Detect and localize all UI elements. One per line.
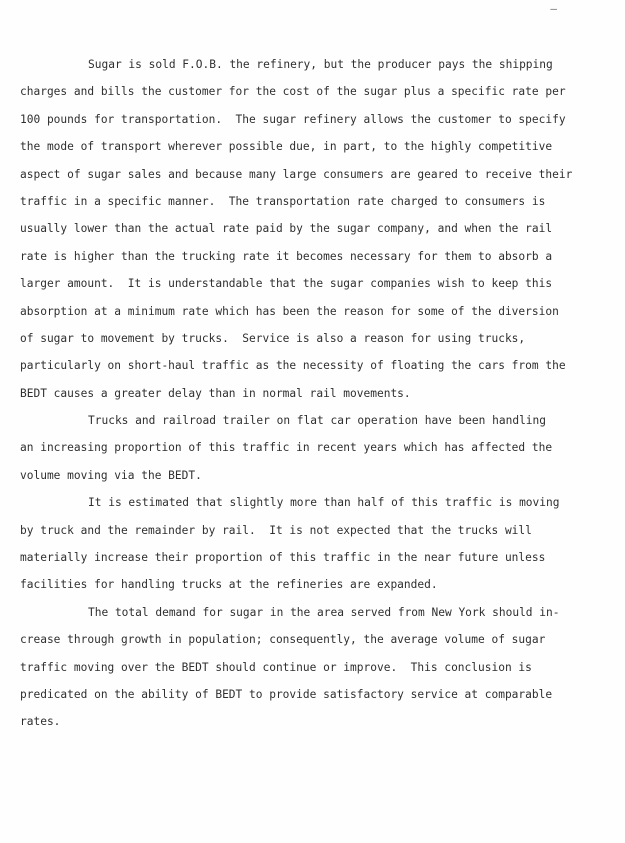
text-line: charges and bills the customer for the cost of the sugar plus a specific rate per: [20, 85, 566, 99]
text-line: The total demand for sugar in the area served from New York should in-: [88, 605, 560, 619]
text-line: Sugar is sold F.O.B. the refinery, but the producer pays the shipping: [88, 58, 553, 71]
text-line: traffic in a specific manner. The transportation rate charged to consumers is: [20, 194, 546, 208]
text-line: absorption at a minimum rate which has been the reason for some of the diversion: [20, 304, 559, 318]
text-line: volume moving via the BEDT.: [20, 468, 202, 482]
paragraph-2: [20, 407, 590, 489]
paragraph-3: [20, 489, 590, 599]
text-line: 100 pounds for transportation. The sugar refinery allows the customer to specify: [20, 112, 566, 126]
text-line: the mode of transport wherever possible due, in part, to the highly competitive: [20, 140, 553, 154]
text-line: crease through growth in population; consequently, the average volume of sugar: [20, 633, 546, 647]
text-line: larger amount. It is understandable that the sugar companies wish to keep this: [20, 277, 553, 291]
text-line: materially increase their proportion of this traffic in the near future unless: [20, 551, 546, 565]
text-line: an increasing proportion of this traffic in recent years which has affected the: [20, 441, 553, 455]
page-mark: —: [550, 2, 557, 15]
text-line: It is estimated that slightly more than half of this traffic is moving: [88, 496, 560, 510]
text-line: traffic moving over the BEDT should continue or improve. This conclusion is: [20, 660, 532, 674]
body-text: [20, 51, 590, 736]
text-line: Trucks and railroad trailer on flat car operation have been handling: [88, 414, 547, 428]
text-line: facilities for handling trucks at the refineries are expanded.: [20, 578, 438, 592]
text-line: usually lower than the actual rate paid by the sugar company, and when the rail: [20, 222, 553, 236]
text-line: rate is higher than the trucking rate it becomes necessary for them to absorb a: [20, 249, 553, 263]
paragraph-4: [20, 599, 590, 736]
paragraph-1: [20, 51, 590, 407]
text-line: predicated on the ability of BEDT to provide satisfactory service at comparable: [20, 687, 553, 701]
text-line: rates.: [20, 715, 61, 729]
text-line: particularly on short-haul traffic as the necessity of floating the cars from the: [20, 359, 566, 373]
text-line: BEDT causes a greater delay than in normal rail movements.: [20, 386, 411, 400]
text-line: by truck and the remainder by rail. It is not expected that the trucks will: [20, 523, 532, 537]
text-line: aspect of sugar sales and because many large consumers are geared to receive their: [20, 167, 573, 181]
text-line: of sugar to movement by trucks. Service is also a reason for using trucks,: [20, 331, 526, 345]
